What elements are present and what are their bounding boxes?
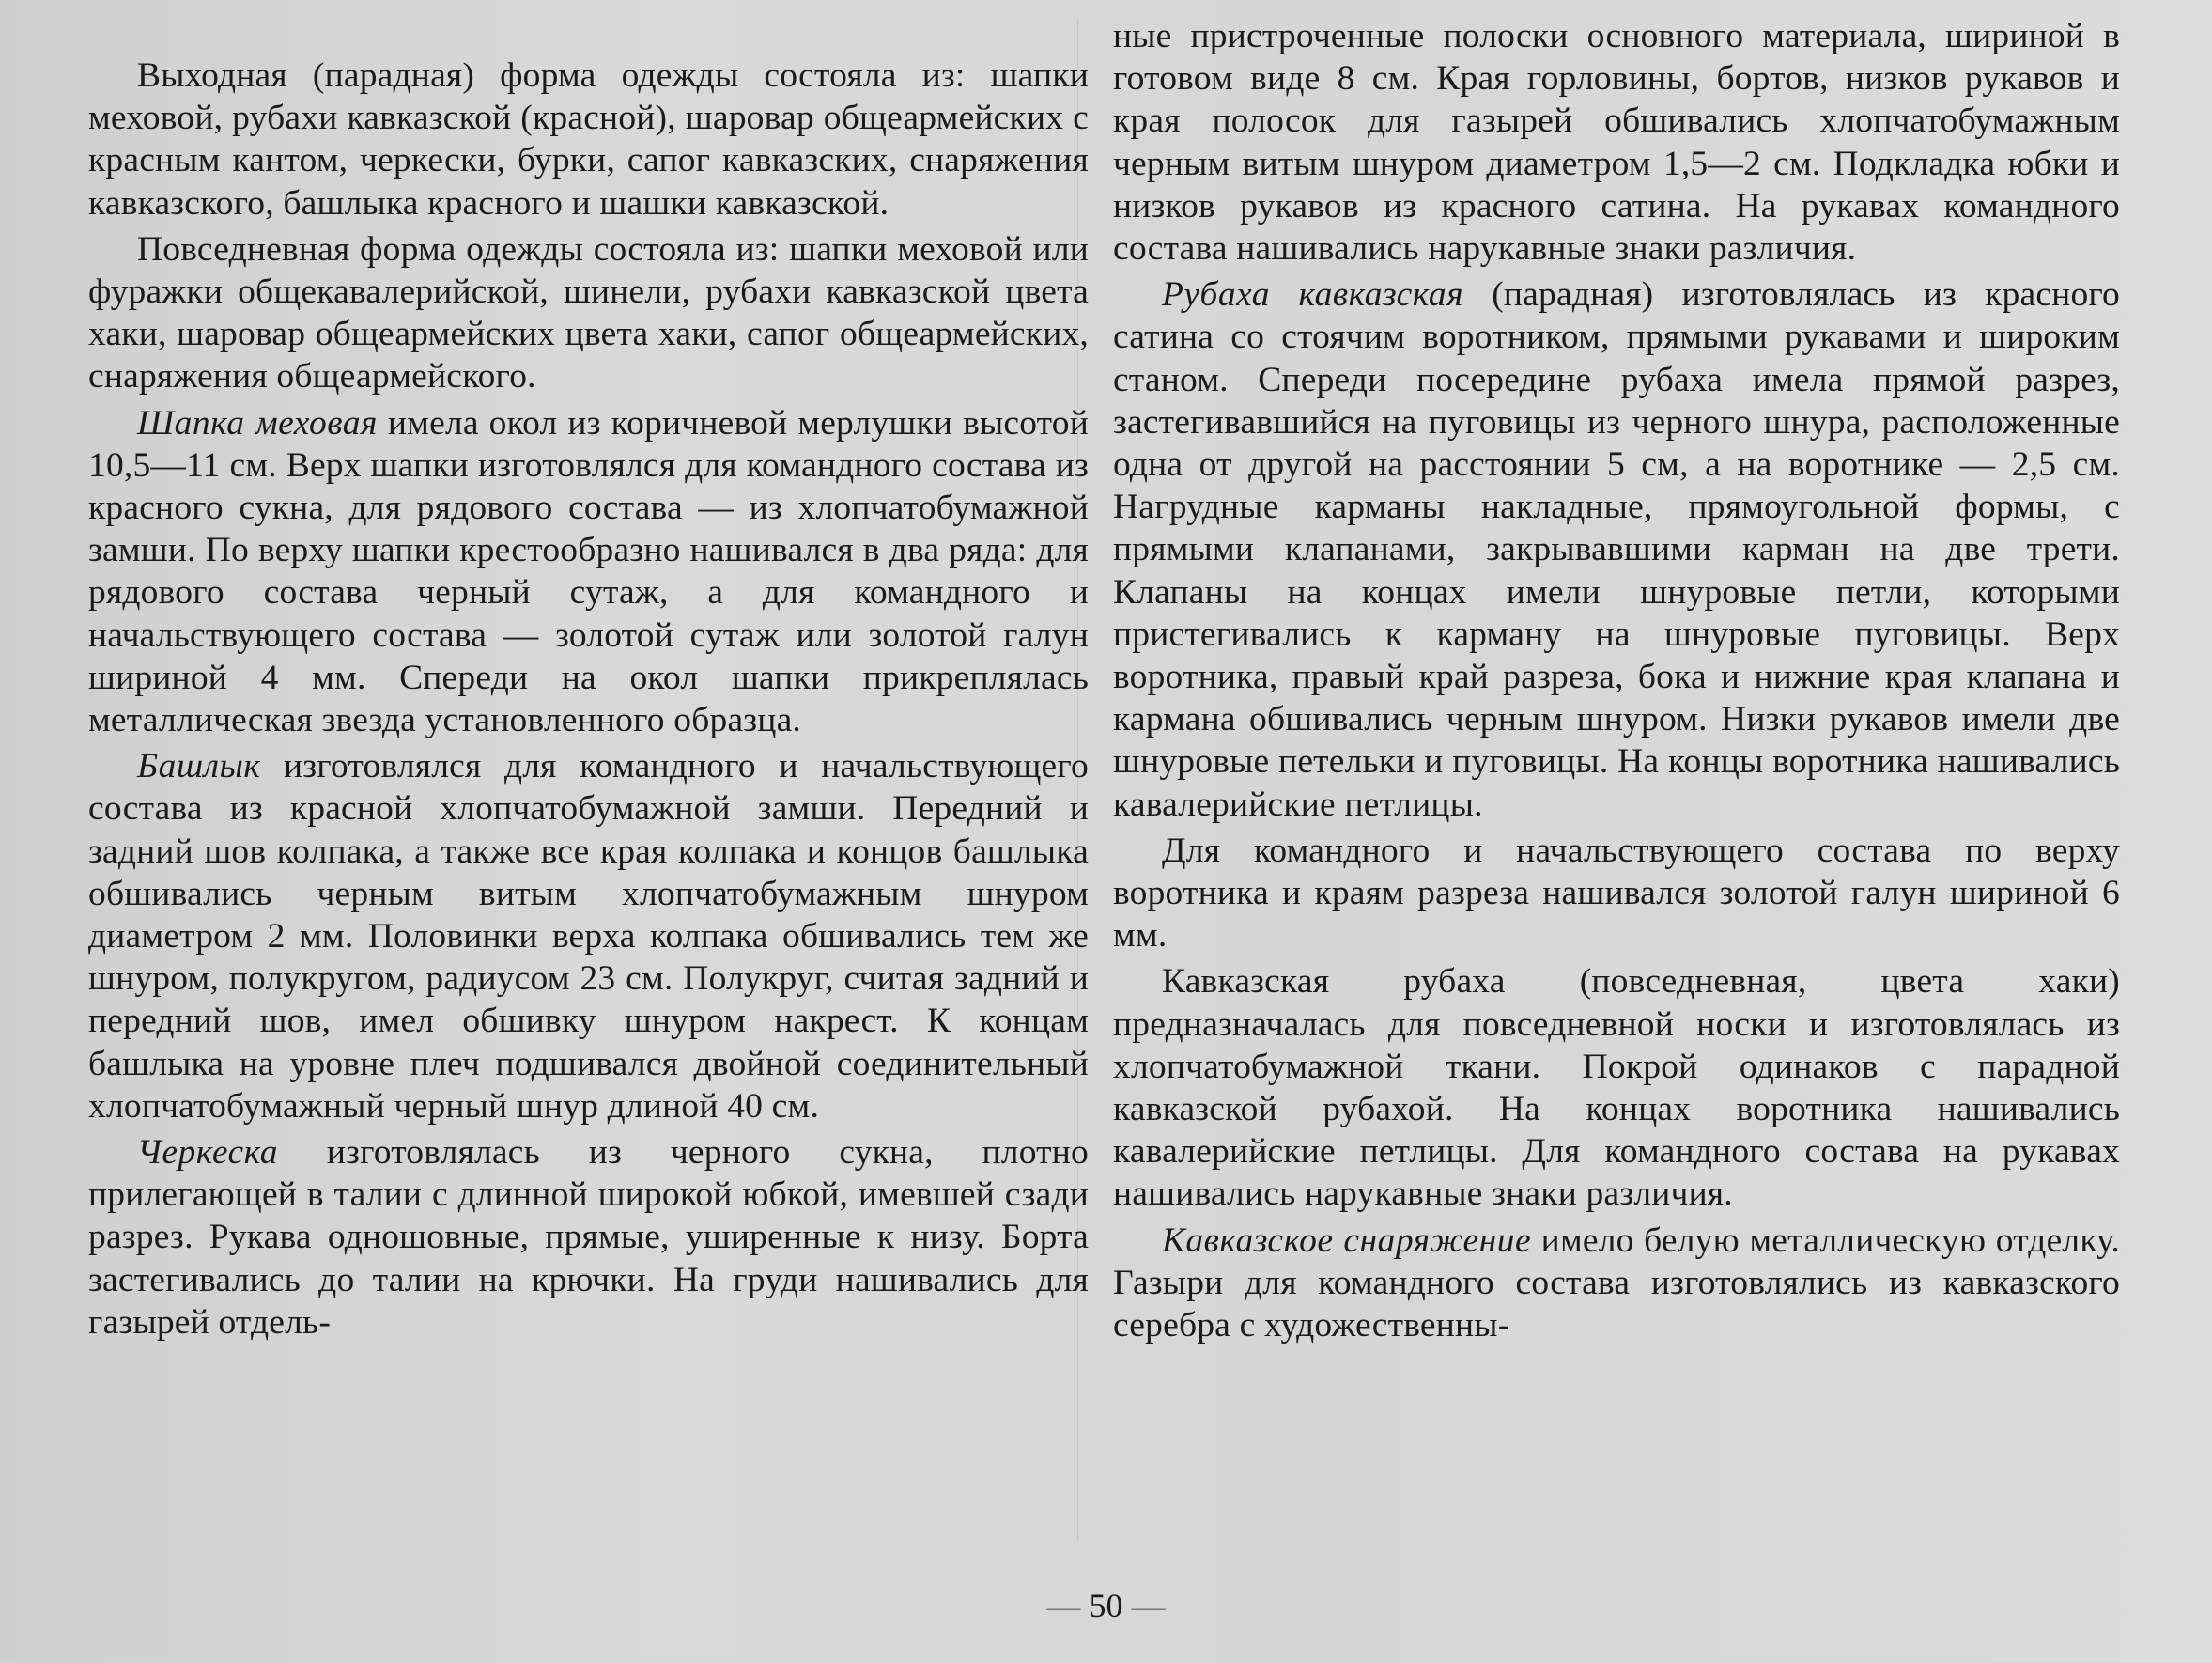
right-column <box>1113 15 2120 1350</box>
paragraph <box>88 745 1089 1127</box>
paragraph-text: Для командного и начальствующего состава по верху воротника и краям разреза нашивался золотой галун шириной 6 мм. <box>1113 831 2120 956</box>
paragraph-text: изготовлялась из черного сукна, плотно прилегающей в талии с длинной широкой юбкой, имевшей сзади разрез. Рукава одношовные, прямые, уширенные к низу. Борта застегивались до талии на крючки. На груди нашивались для газырей отдель- <box>88 1133 1089 1342</box>
paragraph-text: изготовлялся для командного и начальствующего состава из красной хлопчатобумажной замши. Передний и задний шов колпака, а также все края колпака и концов башлыка обшивались черным витым хлопчатобумажным шнуром диаметром 2 мм. Половинки верха колпака обшивались тем же шнуром, полукругом, радиусом 23 см. Полукруг, считая задний и передний шов, имел обшивку шнуром накрест. К концам башлыка на уровне плеч подшивался двойной соединительный хлопчатобумажный черный шнур длиной 40 см. <box>88 747 1089 1126</box>
paragraph <box>88 54 1089 225</box>
left-column <box>88 54 1089 1347</box>
paragraph <box>1113 830 2120 957</box>
paragraph-text: имело белую металлическую отделку. Газыри для командного состава изготовлялись из кавказского серебра с художественны- <box>1113 1220 2120 1345</box>
paragraph <box>88 402 1089 742</box>
paragraph <box>1113 15 2120 270</box>
paragraph-text: Выходная (парадная) форма одежды состояла из: шапки меховой, рубахи кавказской (красной), шаровар общеармейских с красным кантом, черкески, бурки, сапог кавказских, снаряжения кавказского, башлыка красного и шашки кавказской. <box>88 56 1089 223</box>
paragraph <box>1113 960 2120 1215</box>
paragraph <box>88 1131 1089 1344</box>
column-gutter <box>1077 19 1097 1541</box>
page-number: — 50 — <box>1046 1587 1166 1624</box>
paragraph-italic-lead: Башлык <box>137 747 261 786</box>
paragraph-text: Кавказская рубаха (повседневная, цвета хаки) предназначалась для повседневной носки и изготовлялась из хлопчатобумажной ткани. Покрой одинаков с парадной кавказской рубахой. На концах воротника нашивались кавалерийские петлицы. Для командного состава на рукавах нашивались нарукавные знаки различия. <box>1113 962 2120 1214</box>
paragraph-italic-lead: Рубаха кавказская <box>1162 275 1464 315</box>
paragraph <box>1113 1220 2120 1347</box>
paragraph-text: (парадная) изготовлялась из красного сатина со стоячим воротником, прямыми рукавами и широким станом. Спереди посередине рубаха имела прямой разрез, застегивавшийся на пуговицы из черного шнура, расположенные одна от другой на расстоянии 5 см, а на воротнике — 2,5 см. Нагрудные карманы накладные, прямоугольной формы, с прямыми клапанами, закрывавшими карман на две трети. Клапаны на концах имели шнуровые петли, которыми пристегивались к карману на шнуровые пуговицы. Верх воротника, правый край разреза, бока и нижние края клапана и кармана обшивались черным шнуром. Низки рукавов имели две шнуровые петельки и пуговицы. На концы воротника нашивались кавалерийские петлицы. <box>1113 275 2120 824</box>
paragraph-text: имела окол из коричневой мерлушки высотой 10,5—11 см. Верх шапки изготовлялся для командного состава из красного сукна, для рядового состава — из хлопчатобумажной замши. По верху шапки крестообразно нашивался в два ряда: для рядового состава черный сутаж, а для командного и начальствующего состава — золотой сутаж или золотой галун шириной 4 мм. Спереди на окол шапки прикреплялась металлическая звезда установленного образца. <box>88 403 1089 740</box>
paragraph <box>1113 273 2120 826</box>
paragraph-italic-lead: Кавказское снаряжение <box>1162 1220 1532 1260</box>
paragraph-italic-lead: Черкеска <box>137 1133 278 1173</box>
paragraph-text: Повседневная форма одежды состояла из: шапки меховой или фуражки общекавалерийской, шинели, рубахи кавказской цвета хаки, шаровар общеармейских цвета хаки, сапог общеармейских, снаряжения общеармейского. <box>88 229 1089 396</box>
paragraph-italic-lead: Шапка меховая <box>137 403 378 443</box>
paragraph <box>88 228 1089 398</box>
paragraph-text: ные пристроченные полоски основного материала, шириной в готовом виде 8 см. Края горловины, бортов, низков рукавов и края полосок для газырей обшивались хлопчатобумажным черным витым шнуром диаметром 1,5—2 см. Подкладка юбки и низков рукавов из красного сатина. На рукавах командного состава нашивались нарукавные знаки различия. <box>1113 17 2120 269</box>
